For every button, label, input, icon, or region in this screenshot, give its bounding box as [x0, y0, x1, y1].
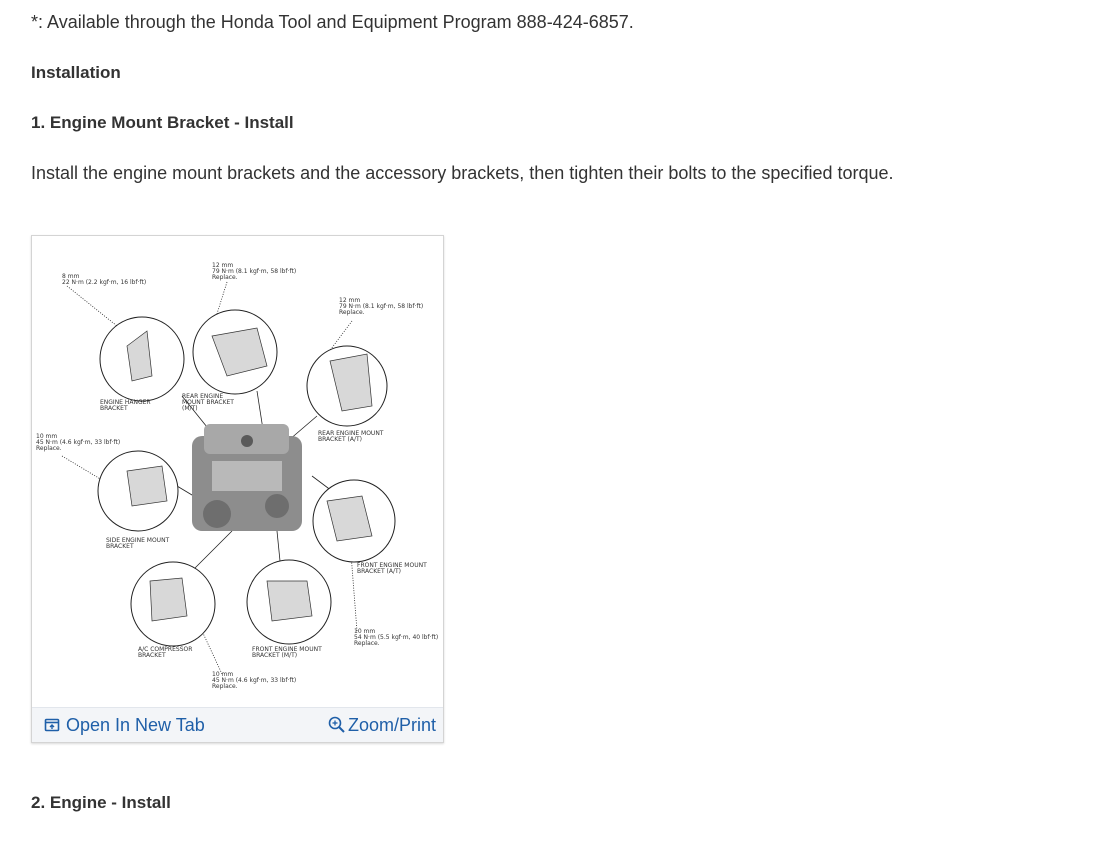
step-2-title: 2. Engine - Install: [31, 793, 171, 812]
svg-text:12 mm: 12 mm: [212, 262, 234, 269]
svg-text:Replace.: Replace.: [212, 683, 238, 690]
svg-text:79 N·m (8.1 kgf·m, 58 lbf·ft): 79 N·m (8.1 kgf·m, 58 lbf·ft): [212, 268, 297, 275]
svg-text:79 N·m (8.1 kgf·m, 58 lbf·ft): 79 N·m (8.1 kgf·m, 58 lbf·ft): [339, 303, 424, 310]
zoom-print-label: Zoom/Print: [347, 714, 436, 735]
svg-text:Replace.: Replace.: [36, 445, 62, 452]
svg-text:REAR ENGINE: REAR ENGINE: [182, 393, 224, 400]
svg-text:Replace.: Replace.: [212, 274, 238, 281]
svg-text:BRACKET (M/T): BRACKET (M/T): [252, 652, 298, 659]
svg-text:Replace.: Replace.: [354, 640, 380, 647]
svg-text:10 mm: 10 mm: [36, 433, 58, 440]
engine-mount-diagram[interactable]: [32, 236, 443, 708]
svg-text:54 N·m (5.5 kgf·m, 40 lbf·ft): 54 N·m (5.5 kgf·m, 40 lbf·ft): [354, 634, 439, 641]
svg-text:BRACKET: BRACKET: [138, 652, 166, 659]
engine-illustration: [192, 424, 302, 531]
zoom-print-button[interactable]: [328, 708, 436, 742]
step-1-title: 1. Engine Mount Bracket - Install: [31, 113, 294, 132]
svg-text:BRACKET (A/T): BRACKET (A/T): [318, 436, 363, 443]
step-1-instruction: Install the engine mount brackets and the accessory brackets, then tighten their bolts to the specified torque.: [31, 163, 894, 183]
svg-text:Replace.: Replace.: [339, 309, 365, 316]
svg-text:BRACKET (A/T): BRACKET (A/T): [357, 568, 402, 575]
svg-text:12 mm: 12 mm: [339, 297, 361, 304]
svg-text:A/C COMPRESSOR: A/C COMPRESSOR: [138, 646, 193, 653]
open-in-new-tab-label: Open In New Tab: [66, 714, 205, 735]
svg-text:MOUNT BRACKET: MOUNT BRACKET: [182, 399, 234, 406]
svg-text:45 N·m (4.6 kgf·m, 33 lbf·ft): 45 N·m (4.6 kgf·m, 33 lbf·ft): [212, 677, 297, 684]
installation-heading: Installation: [31, 63, 121, 82]
figure-toolbar: [32, 707, 443, 742]
engine-mount-figure: [31, 235, 444, 743]
svg-text:REAR ENGINE MOUNT: REAR ENGINE MOUNT: [318, 430, 384, 437]
svg-text:22 N·m (2.2 kgf·m, 16 lbf·ft): 22 N·m (2.2 kgf·m, 16 lbf·ft): [62, 279, 147, 286]
open-new-tab-icon: [44, 717, 60, 733]
svg-text:SIDE ENGINE MOUNT: SIDE ENGINE MOUNT: [106, 537, 170, 544]
svg-text:FRONT ENGINE MOUNT: FRONT ENGINE MOUNT: [252, 646, 322, 653]
zoom-in-icon: [328, 716, 346, 734]
availability-note: *: Available through the Honda Tool and Equipment Program 888-424-6857.: [31, 12, 634, 32]
svg-text:10 mm: 10 mm: [354, 628, 376, 635]
svg-text:45 N·m (4.6 kgf·m, 33 lbf·ft): 45 N·m (4.6 kgf·m, 33 lbf·ft): [36, 439, 121, 446]
svg-text:(M/T): (M/T): [182, 405, 198, 412]
svg-text:10 mm: 10 mm: [212, 671, 234, 678]
svg-text:BRACKET: BRACKET: [100, 405, 128, 412]
svg-text:FRONT ENGINE MOUNT: FRONT ENGINE MOUNT: [357, 562, 427, 569]
open-in-new-tab-button[interactable]: [44, 708, 205, 742]
svg-text:8 mm: 8 mm: [62, 273, 80, 280]
svg-text:ENGINE HANGER: ENGINE HANGER: [100, 399, 151, 406]
svg-text:BRACKET: BRACKET: [106, 543, 134, 550]
